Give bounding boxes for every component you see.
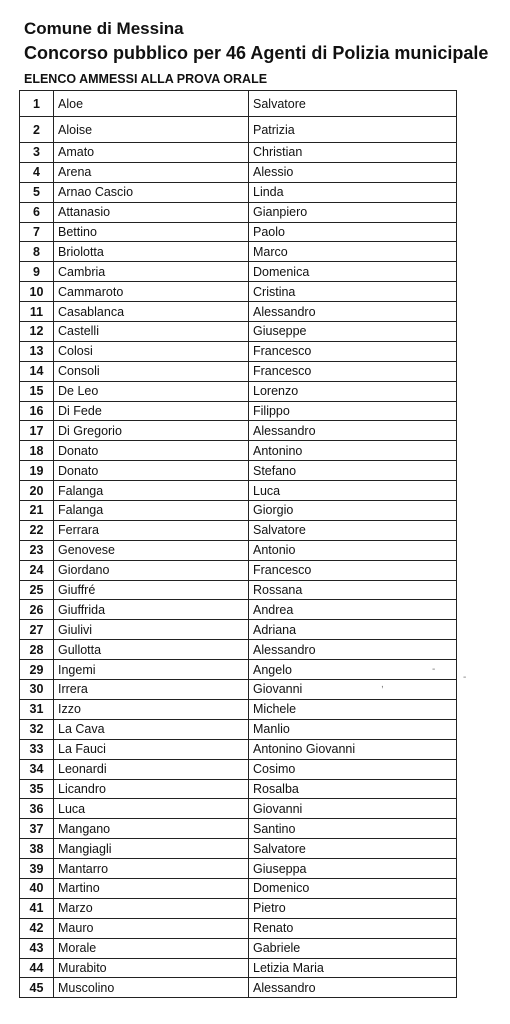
- first-name-cell: Giovanni: [249, 680, 457, 700]
- row-number: 6: [20, 202, 54, 222]
- first-name-cell: Gianpiero: [249, 202, 457, 222]
- surname-cell: Leonardi: [54, 759, 249, 779]
- row-number: 26: [20, 600, 54, 620]
- first-name-cell: Linda: [249, 182, 457, 202]
- row-number: 14: [20, 361, 54, 381]
- table-row: [20, 540, 457, 560]
- table-row: [20, 501, 457, 521]
- row-number: 30: [20, 680, 54, 700]
- surname-cell: Aloise: [54, 117, 249, 143]
- surname-cell: De Leo: [54, 381, 249, 401]
- surname-cell: Mauro: [54, 918, 249, 938]
- table-row: [20, 819, 457, 839]
- table-row: [20, 978, 457, 998]
- surname-cell: Ferrara: [54, 520, 249, 540]
- surname-cell: Casablanca: [54, 302, 249, 322]
- scan-mark: -: [432, 664, 436, 675]
- table-row: [20, 620, 457, 640]
- table-row: [20, 779, 457, 799]
- surname-cell: Di Fede: [54, 401, 249, 421]
- row-number: 2: [20, 117, 54, 143]
- surname-cell: Irrera: [54, 680, 249, 700]
- row-number: 35: [20, 779, 54, 799]
- first-name-cell: Luca: [249, 481, 457, 501]
- row-number: 29: [20, 660, 54, 680]
- first-name-cell: Letizia Maria: [249, 958, 457, 978]
- surname-cell: Aloe: [54, 91, 249, 117]
- first-name-cell: Lorenzo: [249, 381, 457, 401]
- table-row: [20, 799, 457, 819]
- surname-cell: Di Gregorio: [54, 421, 249, 441]
- row-number: 39: [20, 859, 54, 879]
- surname-cell: Giuffré: [54, 580, 249, 600]
- first-name-cell: Giorgio: [249, 501, 457, 521]
- row-number: 34: [20, 759, 54, 779]
- first-name-cell: Antonio: [249, 540, 457, 560]
- row-number: 9: [20, 262, 54, 282]
- row-number: 38: [20, 839, 54, 859]
- table-row: [20, 401, 457, 421]
- first-name-cell: Salvatore: [249, 91, 457, 117]
- row-number: 7: [20, 222, 54, 242]
- row-number: 16: [20, 401, 54, 421]
- first-name-cell: Alessandro: [249, 421, 457, 441]
- surname-cell: Donato: [54, 461, 249, 481]
- surname-cell: Mantarro: [54, 859, 249, 879]
- surname-cell: Cammaroto: [54, 282, 249, 302]
- first-name-cell: Antonino Giovanni: [249, 739, 457, 759]
- surname-cell: Arnao Cascio: [54, 182, 249, 202]
- first-name-cell: Domenico: [249, 878, 457, 898]
- row-number: 10: [20, 282, 54, 302]
- row-number: 12: [20, 322, 54, 342]
- surname-cell: Briolotta: [54, 242, 249, 262]
- surname-cell: Amato: [54, 143, 249, 163]
- first-name-cell: Francesco: [249, 361, 457, 381]
- surname-cell: Muscolino: [54, 978, 249, 998]
- first-name-cell: Cosimo: [249, 759, 457, 779]
- row-number: 11: [20, 302, 54, 322]
- row-number: 28: [20, 640, 54, 660]
- surname-cell: Bettino: [54, 222, 249, 242]
- row-number: 22: [20, 520, 54, 540]
- table-row: [20, 162, 457, 182]
- first-name-cell: Salvatore: [249, 839, 457, 859]
- surname-cell: Consoli: [54, 361, 249, 381]
- row-number: 33: [20, 739, 54, 759]
- row-number: 41: [20, 898, 54, 918]
- first-name-cell: Alessandro: [249, 640, 457, 660]
- row-number: 1: [20, 91, 54, 117]
- row-number: 13: [20, 341, 54, 361]
- row-number: 43: [20, 938, 54, 958]
- row-number: 23: [20, 540, 54, 560]
- municipality-title: Comune di Messina: [24, 19, 184, 38]
- surname-cell: Genovese: [54, 540, 249, 560]
- first-name-cell: Stefano: [249, 461, 457, 481]
- surname-cell: Giuffrida: [54, 600, 249, 620]
- surname-cell: Luca: [54, 799, 249, 819]
- table-row: [20, 381, 457, 401]
- table-row: [20, 361, 457, 381]
- first-name-cell: Renato: [249, 918, 457, 938]
- surname-cell: La Fauci: [54, 739, 249, 759]
- surname-cell: Mangano: [54, 819, 249, 839]
- surname-cell: Giordano: [54, 560, 249, 580]
- row-number: 5: [20, 182, 54, 202]
- row-number: 31: [20, 699, 54, 719]
- admitted-candidates-table: [19, 90, 457, 998]
- surname-cell: La Cava: [54, 719, 249, 739]
- scan-mark: -: [463, 672, 467, 683]
- first-name-cell: Adriana: [249, 620, 457, 640]
- first-name-cell: Antonino: [249, 441, 457, 461]
- row-number: 20: [20, 481, 54, 501]
- row-number: 4: [20, 162, 54, 182]
- row-number: 36: [20, 799, 54, 819]
- competition-title: Concorso pubblico per 46 Agenti di Polizia municipale: [24, 43, 489, 63]
- first-name-cell: Michele: [249, 699, 457, 719]
- first-name-cell: Santino: [249, 819, 457, 839]
- table-row: [20, 640, 457, 660]
- surname-cell: Licandro: [54, 779, 249, 799]
- first-name-cell: Francesco: [249, 341, 457, 361]
- surname-cell: Giulivi: [54, 620, 249, 640]
- table-row: [20, 117, 457, 143]
- first-name-cell: Andrea: [249, 600, 457, 620]
- surname-cell: Izzo: [54, 699, 249, 719]
- first-name-cell: Marco: [249, 242, 457, 262]
- first-name-cell: Giovanni: [249, 799, 457, 819]
- first-name-cell: Giuseppe: [249, 322, 457, 342]
- row-number: 27: [20, 620, 54, 640]
- table-row: [20, 441, 457, 461]
- row-number: 25: [20, 580, 54, 600]
- table-row: [20, 958, 457, 978]
- surname-cell: Attanasio: [54, 202, 249, 222]
- surname-cell: Murabito: [54, 958, 249, 978]
- table-row: [20, 898, 457, 918]
- table-row: [20, 461, 457, 481]
- table-row: [20, 580, 457, 600]
- row-number: 24: [20, 560, 54, 580]
- row-number: 17: [20, 421, 54, 441]
- list-heading: ELENCO AMMESSI ALLA PROVA ORALE: [24, 72, 268, 86]
- first-name-cell: Patrizia: [249, 117, 457, 143]
- table-row: [20, 839, 457, 859]
- first-name-cell: Salvatore: [249, 520, 457, 540]
- table-row: [20, 699, 457, 719]
- first-name-cell: Christian: [249, 143, 457, 163]
- surname-cell: Donato: [54, 441, 249, 461]
- table-row: [20, 600, 457, 620]
- table-row: [20, 242, 457, 262]
- table-row: [20, 91, 457, 117]
- table-row: [20, 282, 457, 302]
- table-row: [20, 202, 457, 222]
- table-body: [20, 91, 457, 998]
- row-number: 44: [20, 958, 54, 978]
- table-row: [20, 302, 457, 322]
- row-number: 37: [20, 819, 54, 839]
- table-row: [20, 520, 457, 540]
- row-number: 3: [20, 143, 54, 163]
- first-name-cell: Manlio: [249, 719, 457, 739]
- table-row: [20, 421, 457, 441]
- row-number: 45: [20, 978, 54, 998]
- row-number: 32: [20, 719, 54, 739]
- first-name-cell: Giuseppa: [249, 859, 457, 879]
- table-row: [20, 878, 457, 898]
- table-row: [20, 660, 457, 680]
- surname-cell: Morale: [54, 938, 249, 958]
- first-name-cell: Pietro: [249, 898, 457, 918]
- first-name-cell: Rossana: [249, 580, 457, 600]
- table-row: [20, 481, 457, 501]
- table-row: [20, 938, 457, 958]
- table-row: [20, 222, 457, 242]
- surname-cell: Cambria: [54, 262, 249, 282]
- surname-cell: Ingemi: [54, 660, 249, 680]
- first-name-cell: Gabriele: [249, 938, 457, 958]
- row-number: 18: [20, 441, 54, 461]
- table-row: [20, 560, 457, 580]
- surname-cell: Gullotta: [54, 640, 249, 660]
- table-row: [20, 322, 457, 342]
- first-name-cell: Angelo: [249, 660, 457, 680]
- table-row: [20, 859, 457, 879]
- surname-cell: Arena: [54, 162, 249, 182]
- scan-mark: ,: [381, 679, 384, 690]
- table-row: [20, 739, 457, 759]
- surname-cell: Falanga: [54, 481, 249, 501]
- row-number: 15: [20, 381, 54, 401]
- first-name-cell: Alessio: [249, 162, 457, 182]
- surname-cell: Colosi: [54, 341, 249, 361]
- first-name-cell: Rosalba: [249, 779, 457, 799]
- row-number: 8: [20, 242, 54, 262]
- surname-cell: Martino: [54, 878, 249, 898]
- table-row: [20, 143, 457, 163]
- table-row: [20, 918, 457, 938]
- table-row: [20, 341, 457, 361]
- surname-cell: Falanga: [54, 501, 249, 521]
- first-name-cell: Alessandro: [249, 302, 457, 322]
- surname-cell: Marzo: [54, 898, 249, 918]
- surname-cell: Castelli: [54, 322, 249, 342]
- row-number: 42: [20, 918, 54, 938]
- table-row: [20, 759, 457, 779]
- first-name-cell: Paolo: [249, 222, 457, 242]
- table-row: [20, 262, 457, 282]
- table-row: [20, 680, 457, 700]
- surname-cell: Mangiagli: [54, 839, 249, 859]
- first-name-cell: Filippo: [249, 401, 457, 421]
- table-row: [20, 719, 457, 739]
- row-number: 21: [20, 501, 54, 521]
- first-name-cell: Domenica: [249, 262, 457, 282]
- table-row: [20, 182, 457, 202]
- first-name-cell: Francesco: [249, 560, 457, 580]
- first-name-cell: Cristina: [249, 282, 457, 302]
- row-number: 40: [20, 878, 54, 898]
- row-number: 19: [20, 461, 54, 481]
- first-name-cell: Alessandro: [249, 978, 457, 998]
